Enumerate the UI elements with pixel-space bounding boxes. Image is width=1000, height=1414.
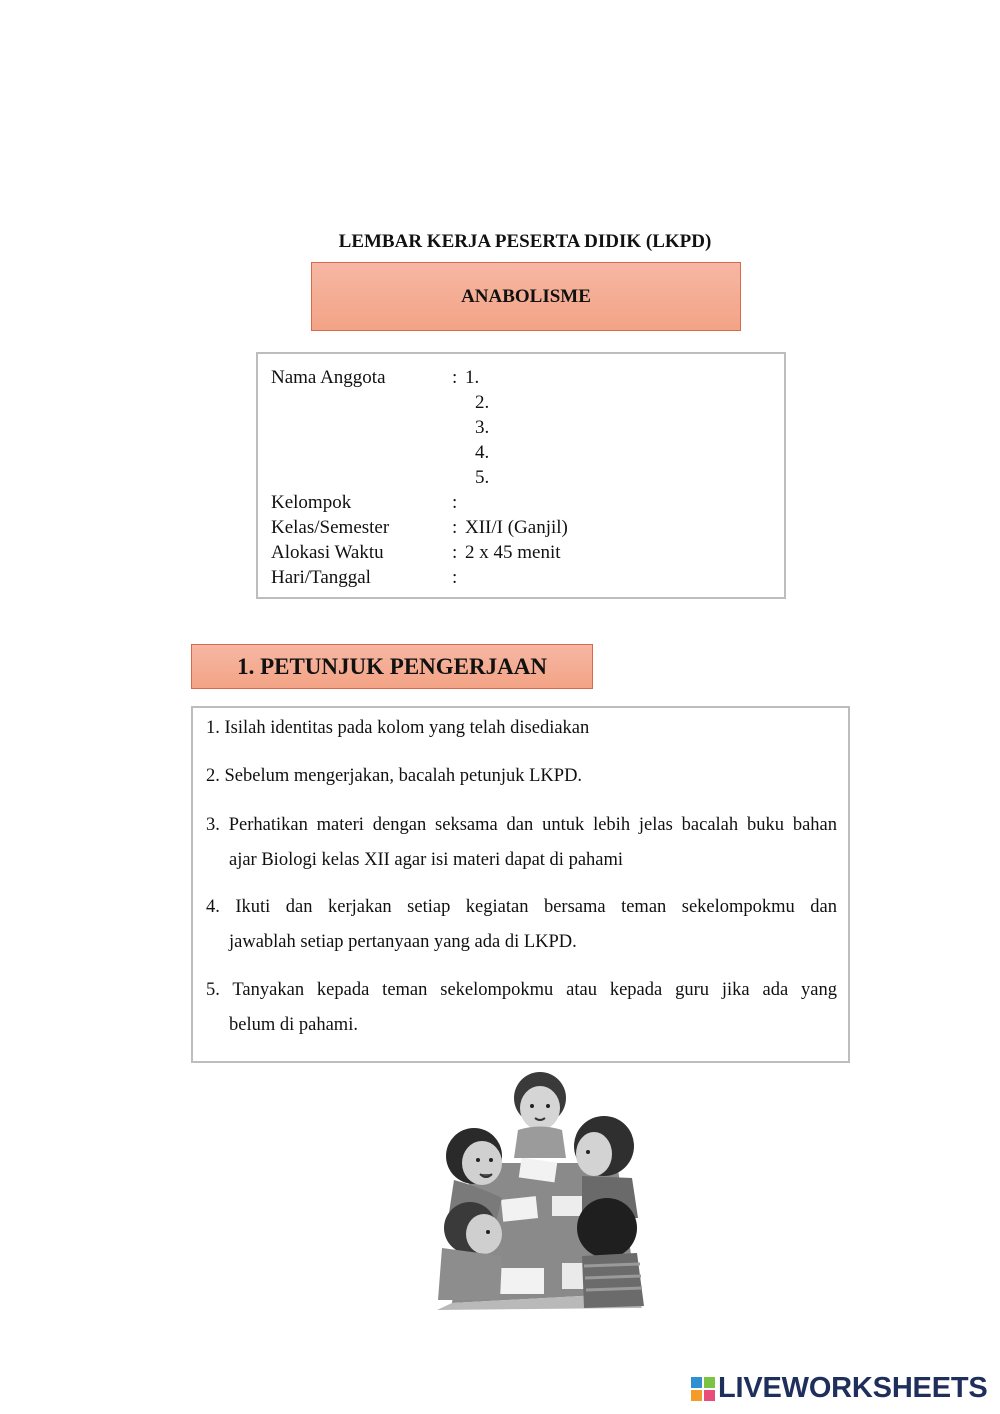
identity-box [256, 352, 786, 599]
member-number: 5. [475, 467, 490, 488]
section-title: 1. PETUNJUK PENGERJAAN [237, 653, 547, 679]
instruction-item [206, 808, 837, 878]
instruction-text: Perhatikan materi dengan seksama dan untuk lebih jelas bacalah buku bahan [228, 815, 837, 835]
topic-banner [311, 262, 741, 331]
instruction-text: Ikuti dan kerjakan setiap kegiatan bersama teman sekelompokmu dan [235, 897, 838, 917]
class-semester-value: XII/I (Ganjil) [465, 517, 568, 538]
member-number: 1. [465, 367, 480, 388]
brand-name: LIVEWORKSHEETS [718, 1372, 988, 1404]
instruction-continuation: belum di pahami. [229, 1015, 358, 1035]
members-label: Nama Anggota [271, 367, 386, 388]
group-label: Kelompok [271, 492, 352, 513]
instruction-continuation: ajar Biologi kelas XII agar isi materi dapat di pahami [229, 850, 624, 870]
colon: : [452, 367, 458, 388]
instruction-number: 4. [206, 897, 220, 917]
colon: : [452, 542, 458, 563]
colon: : [452, 492, 458, 513]
students-discussion-illustration [432, 1068, 652, 1313]
instruction-item [206, 759, 837, 794]
topic-title: ANABOLISME [461, 285, 591, 307]
instruction-item [206, 890, 837, 960]
instruction-number: 3. [206, 815, 220, 835]
instructions-box [191, 706, 850, 1063]
instruction-number: 5. [206, 980, 220, 1000]
member-number: 3. [475, 417, 490, 438]
liveworksheets-logo-icon [690, 1376, 716, 1402]
member-number: 2. [475, 392, 490, 413]
colon: : [452, 517, 458, 538]
day-date-label: Hari/Tanggal [271, 567, 371, 588]
instruction-continuation: jawablah setiap pertanyaan yang ada di LKPD. [229, 932, 577, 952]
colon: : [452, 567, 458, 588]
instruction-text: Isilah identitas pada kolom yang telah disediakan [224, 718, 590, 738]
time-allocation-label: Alokasi Waktu [271, 542, 384, 563]
member-number: 4. [475, 442, 490, 463]
instruction-item [206, 973, 837, 1043]
section-header [191, 644, 593, 689]
instruction-number: 1. [206, 718, 220, 738]
instruction-text: Sebelum mengerjakan, bacalah petunjuk LKPD. [224, 766, 583, 786]
class-semester-label: Kelas/Semester [271, 517, 390, 538]
document-title: LEMBAR KERJA PESERTA DIDIK (LKPD) [338, 231, 712, 252]
instruction-text: Tanyakan kepada teman sekelompokmu atau kepada guru jika ada yang [232, 980, 837, 1000]
time-allocation-value: 2 x 45 menit [465, 542, 561, 563]
liveworksheets-brand [690, 1372, 988, 1405]
instruction-item [206, 711, 837, 746]
instruction-number: 2. [206, 766, 220, 786]
